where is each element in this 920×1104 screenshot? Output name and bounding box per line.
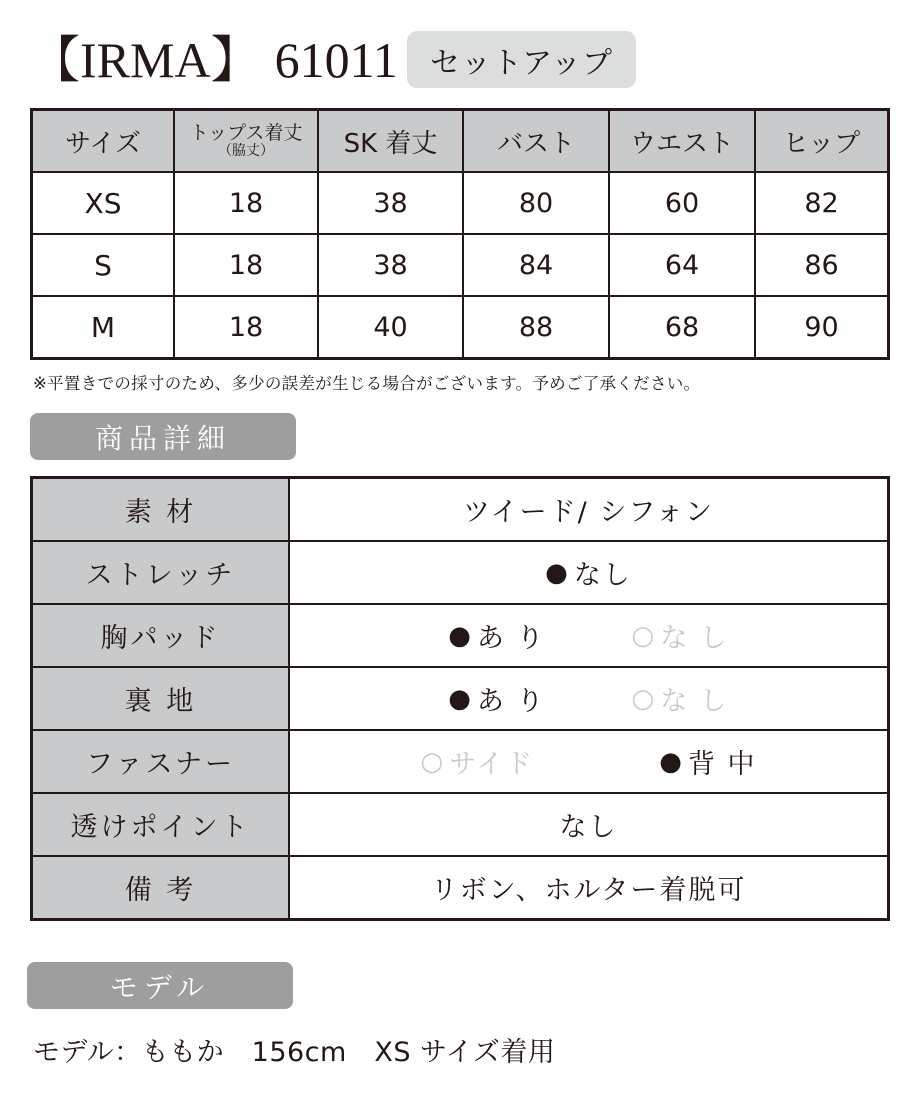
detail-label: 備 考 xyxy=(32,856,290,920)
empty-circle-icon: ○ xyxy=(420,746,446,777)
col-bust: バスト xyxy=(463,110,609,173)
cell-hip: 82 xyxy=(755,172,889,234)
table-row xyxy=(32,172,889,234)
detail-row-chest-pad xyxy=(32,604,889,667)
cell-hip: 86 xyxy=(755,234,889,296)
detail-label: ストレッチ xyxy=(32,541,290,604)
option-selected xyxy=(545,553,632,592)
filled-circle-icon: ● xyxy=(659,746,684,777)
cell-bust: 80 xyxy=(463,172,609,234)
option-label: なし xyxy=(573,560,632,591)
cell-hip: 90 xyxy=(755,296,889,359)
brand-name: 【IRMA】 xyxy=(30,32,261,88)
cell-skirt-length: 40 xyxy=(318,296,463,359)
col-tops-length xyxy=(174,110,318,173)
option-selected xyxy=(448,616,545,655)
option-unselected xyxy=(632,616,729,655)
detail-value: なし xyxy=(289,793,889,856)
option-unselected xyxy=(632,679,729,718)
filled-circle-icon: ● xyxy=(448,620,473,651)
empty-circle-icon: ○ xyxy=(631,683,657,714)
option-unselected xyxy=(420,742,534,781)
detail-label: ファスナー xyxy=(32,730,290,793)
model-info: モデル：ももか 156cm XS サイズ着用 xyxy=(33,1037,556,1068)
col-tops-length-sub: （脇丈） xyxy=(218,143,274,159)
option-label: あ り xyxy=(476,686,546,717)
option-selected xyxy=(448,679,545,718)
size-table xyxy=(30,108,890,360)
empty-circle-icon: ○ xyxy=(631,620,657,651)
detail-label: 素 材 xyxy=(32,478,290,542)
cell-skirt-length: 38 xyxy=(318,234,463,296)
col-skirt-length: SK 着丈 xyxy=(318,110,463,173)
measurement-note: ※平置きでの採寸のため、多少の誤差が生じる場合がございます。予めご了承ください。 xyxy=(33,374,701,393)
option-label: な し xyxy=(660,686,729,717)
detail-label: 胸パッド xyxy=(32,604,290,667)
col-size: サイズ xyxy=(32,110,175,173)
detail-label: 透けポイント xyxy=(32,793,290,856)
detail-row-lining xyxy=(32,667,889,730)
detail-row-fastener xyxy=(32,730,889,793)
section-tag-details: 商品詳細 xyxy=(30,413,296,460)
size-table-header xyxy=(32,110,889,173)
detail-label: 裏 地 xyxy=(32,667,290,730)
option-label: サイド xyxy=(449,749,535,780)
section-tag-model: モデル xyxy=(27,962,293,1009)
cell-waist: 60 xyxy=(609,172,755,234)
details-table xyxy=(30,476,890,921)
cell-bust: 88 xyxy=(463,296,609,359)
cell-skirt-length: 38 xyxy=(318,172,463,234)
option-label: 背 中 xyxy=(687,749,757,780)
cell-tops-length: 18 xyxy=(174,172,318,234)
detail-row-sheerness xyxy=(32,793,889,856)
product-title xyxy=(30,28,398,92)
col-hip: ヒップ xyxy=(755,110,889,173)
cell-bust: 84 xyxy=(463,234,609,296)
category-badge: セットアップ xyxy=(407,31,636,88)
cell-tops-length: 18 xyxy=(174,296,318,359)
table-row xyxy=(32,296,889,359)
detail-row-stretch xyxy=(32,541,889,604)
option-label: あ り xyxy=(476,623,546,654)
cell-size: XS xyxy=(32,172,175,234)
filled-circle-icon: ● xyxy=(545,557,570,588)
col-tops-length-label: トップス着丈 xyxy=(189,122,303,144)
product-code: 61011 xyxy=(274,32,398,88)
cell-size: M xyxy=(32,296,175,359)
cell-waist: 64 xyxy=(609,234,755,296)
title-row xyxy=(30,28,398,92)
cell-size: S xyxy=(32,234,175,296)
col-waist: ウエスト xyxy=(609,110,755,173)
option-selected xyxy=(659,742,756,781)
detail-row-remarks xyxy=(32,856,889,920)
filled-circle-icon: ● xyxy=(448,683,473,714)
cell-waist: 68 xyxy=(609,296,755,359)
detail-row-material xyxy=(32,478,889,542)
option-label: な し xyxy=(660,623,729,654)
cell-tops-length: 18 xyxy=(174,234,318,296)
table-row xyxy=(32,234,889,296)
detail-value: ツイード/ シフォン xyxy=(289,478,889,542)
detail-value: リボン、ホルター着脱可 xyxy=(289,856,889,920)
